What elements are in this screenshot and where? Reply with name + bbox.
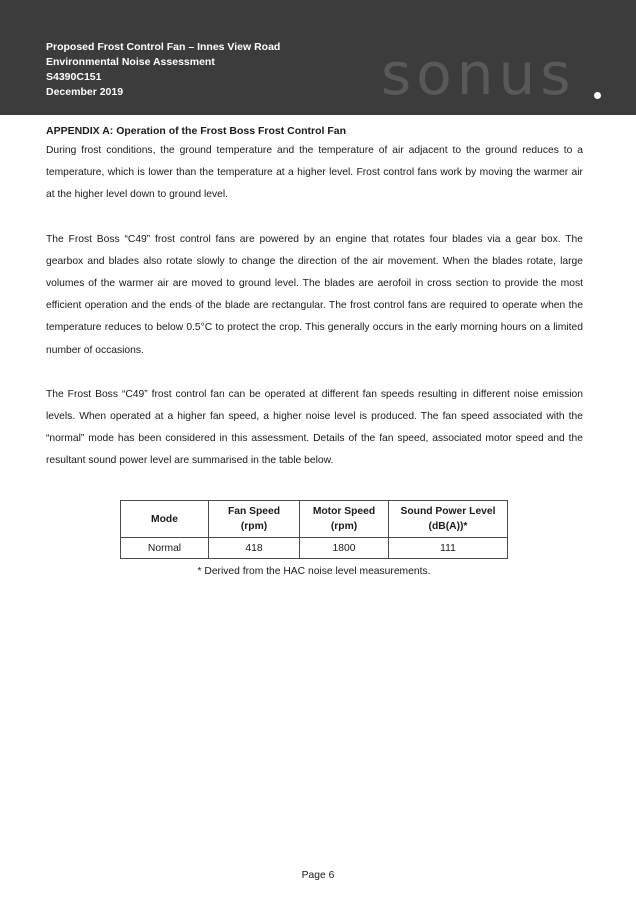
project-title: Proposed Frost Control Fan – Innes View Road [46,41,281,53]
fan-speed-table-wrapper [120,500,508,559]
column-header-mode: Mode [121,501,209,538]
table-row [121,538,508,559]
cell-motor-speed: 1800 [300,538,389,559]
appendix-heading: APPENDIX A: Operation of the Frost Boss Frost Control Fan [46,125,347,137]
column-header-sound-power-level: Sound Power Level (dB(A))* [389,501,508,538]
table-header-row [121,501,508,538]
cell-sound-power-level: 111 [389,538,508,559]
paragraph-fan-speeds: The Frost Boss “C49” frost control fan can be operated at different fan speeds resulting in different noise emission levels. When operated at a higher fan speed, a higher noise level is produced. The fan speed associated with the “normal” mode has been considered in this assessment. Details of the fan speed, associated motor speed and the resultant sound power level are summarised in the table below. [46,388,583,467]
report-date: December 2019 [46,86,124,98]
page-number: Page 6 [301,870,335,881]
cell-mode: Normal [121,538,209,559]
paragraph-frost-conditions: During frost conditions, the ground temperature and the temperature of air adjacent to the ground reduces to a temperature, which is lower than the temperature at a higher level. Frost control fans work by moving the warmer air at the higher level down to ground level. [46,145,583,201]
table-footnote: * Derived from the HAC noise level measurements. [197,566,431,577]
paragraph-fan-description: The Frost Boss “C49” frost control fans are powered by an engine that rotates four blades via a gear box. The gearbox and blades also rotate slowly to change the direction of the air movement. When the blades rotate, large volumes of the warmer air are moved to ground level. The blades are aerofoil in cross section to provide the most efficient operation and the ends of the blade are rectangular. The frost control fans are required to operate when the temperature reduces to below 0.5°C to protect the crop. This generally occurs in the early morning hours on a limited number of occasions. [46,233,583,356]
cell-fan-speed: 418 [209,538,300,559]
column-header-fan-speed: Fan Speed (rpm) [209,501,300,538]
fan-speed-table [120,500,508,559]
appendix-section [46,124,583,473]
header-text-block [46,40,280,100]
report-reference: S4390C151 [46,71,102,83]
report-type: Environmental Noise Assessment [46,56,215,68]
brand-logo: sonus [381,40,576,108]
column-header-motor-speed: Motor Speed (rpm) [300,501,389,538]
page-header [0,0,636,115]
brand-dot-icon [594,92,601,99]
